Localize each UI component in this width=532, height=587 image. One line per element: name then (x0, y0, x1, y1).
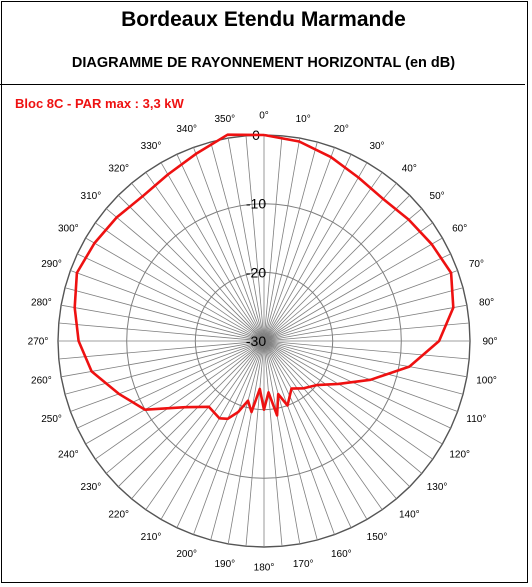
angle-tick-label: 20° (333, 124, 349, 136)
angle-tick-label: 270° (27, 336, 49, 348)
grid-spoke (177, 341, 264, 528)
angle-tick-label: 40° (401, 163, 417, 175)
r-tick-label: 0 (252, 127, 260, 143)
angle-tick-label: 30° (369, 140, 385, 152)
angle-tick-label: 50° (429, 191, 445, 203)
grid-spoke (246, 341, 264, 546)
angle-tick-label: 110° (466, 413, 487, 425)
angle-tick-label: 300° (57, 223, 79, 235)
grid-spoke (264, 341, 317, 540)
grid-spoke (65, 288, 264, 341)
grid-spoke (59, 341, 264, 359)
grid-spoke (264, 341, 469, 359)
grid-spoke (264, 142, 317, 341)
angle-tick-label: 280° (31, 297, 52, 309)
r-tick-label: -10 (245, 195, 267, 212)
grid-spoke (77, 341, 264, 428)
grid-spoke (70, 271, 264, 342)
angle-tick-label: 260° (31, 375, 52, 387)
grid-spoke (194, 341, 265, 535)
grid-spoke (264, 254, 451, 341)
angle-tick-label: 340° (176, 124, 198, 136)
r-tick-label: -20 (245, 264, 267, 281)
angle-tick-label: 320° (108, 163, 130, 175)
r-tick-label: -30 (245, 333, 267, 349)
grid-spoke (264, 154, 351, 341)
angle-tick-label: 100° (476, 375, 497, 387)
angle-tick-label: 150° (366, 532, 388, 544)
grid-spoke (264, 323, 469, 341)
grid-spoke (264, 147, 335, 341)
angle-tick-label: 90° (482, 336, 498, 348)
angle-tick-label: 10° (295, 113, 311, 125)
angle-tick-label: 180° (253, 562, 275, 574)
angle-tick-label: 200° (176, 548, 198, 560)
angle-tick-label: 230° (80, 481, 102, 493)
angle-tick-label: 220° (108, 509, 130, 521)
angle-tick-label: 80° (479, 297, 495, 309)
grid-spoke (264, 341, 335, 535)
angle-tick-label: 140° (398, 509, 420, 521)
angle-tick-label: 160° (330, 548, 352, 560)
angle-tick-label: 240° (57, 449, 79, 461)
angle-tick-label: 0° (259, 110, 269, 122)
angle-tick-label: 330° (140, 140, 162, 152)
grid-spoke (264, 136, 282, 341)
grid-spoke (264, 341, 463, 394)
angle-tick-label: 60° (452, 223, 468, 235)
angle-tick-label: 130° (426, 481, 448, 493)
grid-spoke (264, 341, 282, 546)
angle-tick-label: 120° (449, 449, 471, 461)
angle-tick-label: 350° (214, 113, 236, 125)
chart-title: Bordeaux Etendu Marmande (121, 8, 406, 31)
angle-tick-label: 210° (140, 532, 162, 544)
grid-spoke (65, 341, 264, 394)
grid-spoke (59, 323, 264, 341)
angle-tick-label: 290° (41, 259, 62, 271)
grid-spoke (194, 147, 265, 341)
grid-spoke (211, 341, 264, 540)
series-label: Bloc 8C - PAR max : 3,3 kW (15, 96, 184, 111)
angle-tick-label: 250° (41, 413, 62, 425)
grid-spoke (264, 288, 463, 341)
chart-subtitle: DIAGRAMME DE RAYONNEMENT HORIZONTAL (en dB) (71, 55, 456, 71)
angle-tick-label: 70° (468, 259, 484, 271)
grid-spoke (264, 271, 458, 342)
angle-tick-label: 170° (292, 559, 314, 571)
angle-tick-label: 190° (214, 559, 236, 571)
angle-tick-label: 310° (80, 191, 102, 203)
grid-spoke (264, 341, 351, 528)
